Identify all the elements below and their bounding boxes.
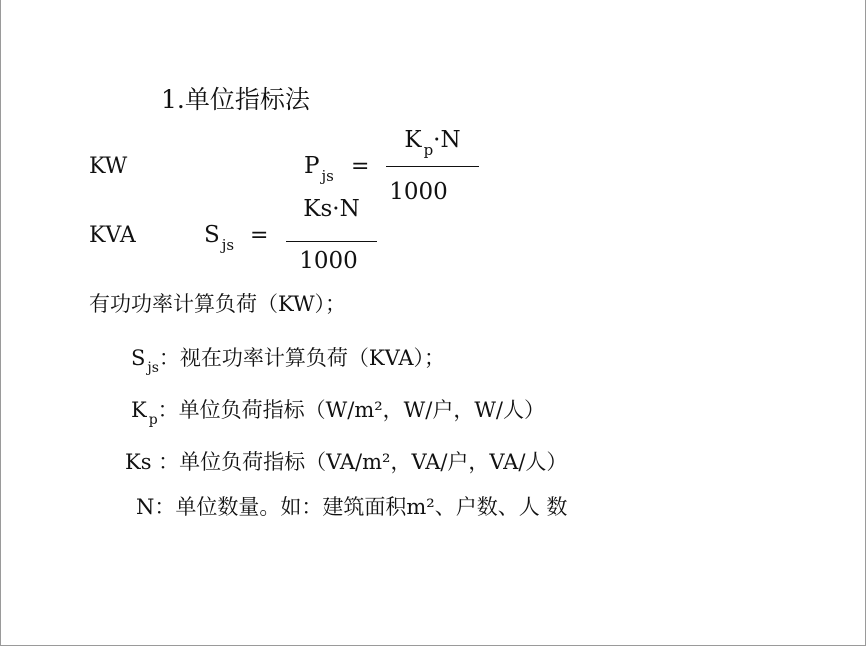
formula-p-fraction-bar	[386, 166, 479, 167]
formula-p-num-main: K	[404, 127, 422, 153]
definition-symbol-main: Ks	[125, 450, 159, 474]
unit-kva-label: KVA	[89, 223, 136, 248]
definition-symbol-sub: p	[148, 412, 158, 428]
slide-title: 1.单位指标法	[161, 85, 310, 114]
definition-text: ：单位负荷指标（VA/m²，VA/户，VA/人）	[158, 450, 568, 474]
definition-symbol-main: K	[131, 398, 147, 422]
definition-active-power: 有功功率计算负荷（KW）；	[89, 292, 347, 316]
definition-n	[136, 497, 567, 518]
formula-s-fraction-bar	[286, 241, 377, 242]
definition-text: ：视在功率计算负荷（KVA）；	[158, 346, 446, 370]
formula-p-lhs-sub: js	[321, 167, 334, 185]
formula-s-lhs-sub: js	[221, 236, 235, 254]
formula-s-numerator: Ks·N	[303, 196, 360, 222]
formula-s-lhs	[204, 222, 235, 254]
unit-kw-label: KW	[89, 154, 128, 179]
formula-p-num-sub: p	[423, 141, 434, 159]
formula-p-num-rest: ·N	[433, 127, 461, 153]
formula-s-denominator: 1000	[299, 248, 358, 274]
definition-text: ：单位数量。如：建筑面积m²、户数、人 数	[154, 495, 568, 519]
definition-kp	[131, 398, 545, 428]
formula-p-equals: =	[351, 154, 370, 179]
definition-symbol-main: S	[131, 346, 146, 370]
definition-text: ：单位负荷指标（W/m²，W/户，W/人）	[157, 398, 545, 422]
formula-p-lhs	[304, 153, 334, 185]
formula-s-equals: =	[250, 223, 269, 248]
definition-symbol-sub: js	[147, 360, 159, 376]
definition-symbol-main: N	[136, 495, 155, 519]
formula-s-lhs-main: S	[204, 222, 220, 248]
formula-p-numerator	[386, 127, 479, 159]
formula-p-denominator: 1000	[389, 179, 448, 205]
formula-p-lhs-main: P	[304, 153, 320, 179]
definition-ks	[125, 452, 567, 473]
definition-apparent-power	[131, 346, 446, 376]
